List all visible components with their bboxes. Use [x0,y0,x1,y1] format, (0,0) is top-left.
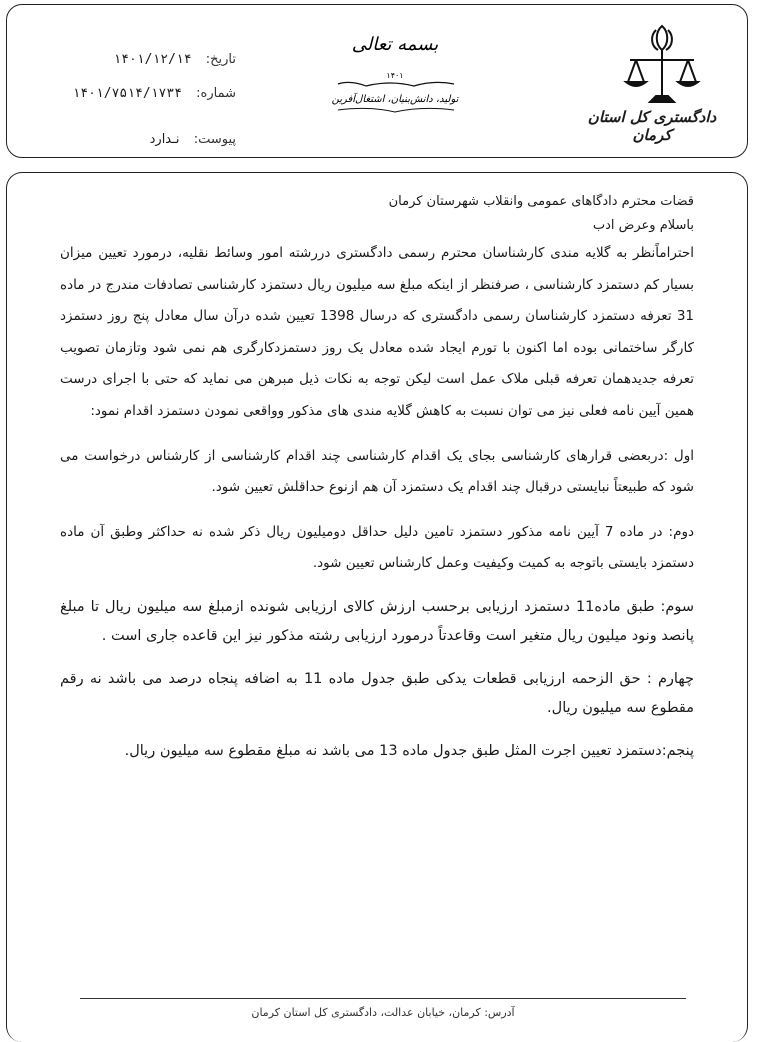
paragraph-intro: احتراماًنظر به گلایه مندی کارشناسان محترم رسمی دادگستری دررشته امور وسائط نقلیه، درمورد تعیین میزان بسیار کم دستمزد کارشناسی ، صرفنظر از اینکه مبلغ سه میلیون ریال دستمزد کارشناسی تصادفات مندرج در ماده 31 تعرفه دستمزد کارشناسان رسمی دادگستری که درسال 1398 تعیین شده درآن سال معادل پنج روز دستمزد کارگر ساختمانی بوده اما اکنون با تورم ایجاد شده معادل یک روز دستمزدکارگری هم نمی شود وتازمان تصویب تعرفه جدیدهمان تعرفه قبلی ملاک عمل است لیکن توجه به نکات ذیل مبرهن می نماید که حتی با اجرای درست همین آیین نامه فعلی نیز می توان نسبت به کاهش گلایه مندی های مذکور وواقعی نمودن دستمزد اقدام نمود: [60,245,694,419]
footer-address: آدرس: کرمان، خیابان عدالت، دادگستری کل استان کرمان [251,1006,515,1019]
paragraph-third: سوم: طبق ماده11 دستمزد ارزیابی برحسب ارزش کالای ارزیابی شونده ازمبلغ سه میلیون ریال تا مبلغ پانصد ونود میلیون ریال متغیر است وقاعدتاً درمورد ارزیابی رشته مذکور نیز این قاعده جاری است . [60,599,695,644]
attachment-label: پیوست: [193,132,236,147]
attachment-line [150,132,236,147]
letter-content [60,190,694,780]
slogan-year: ۱۴۰۱ [386,71,404,80]
number-line [72,86,236,101]
number-label: شماره: [196,86,236,101]
paragraph-fourth: چهارم : حق الزحمه ارزیابی قطعات یدکی طبق جدول ماده 11 به اضافه پنجاه درصد می باشد نه رقم مقطوع سه میلیون ریال. [60,671,695,716]
calligraphy-seal-icon [330,22,460,122]
org-name: دادگستری کل استان کرمان [587,108,717,144]
paragraph-first: اول :دربعضی قرارهای کارشناسی بجای یک اقدام کارشناسی چند اقدام کارشناسی از کارشناس درخواست می شود که طبیعتاً نبایستی درقبال چند اقدام یک دستمزد آن هم ازنوع حداقلش تعیین شود. [60,448,694,495]
paragraph-fifth: پنجم:دستمزد تعیین اجرت المثل طبق جدول ماده 13 می باشد نه مبلغ مقطوع سه میلیون ریال. [124,743,694,759]
number-value: ۱۴۰۱/۷۵۱۴/۱۷۳۴ [72,86,183,101]
paragraph-second: دوم: در ماده 7 آیین نامه مذکور دستمزد تامین دلیل حداقل دومیلیون ریال ذکر شده نه حداکثر وطبق آن ماده دستمزد بایستی باتوجه به کمیت وکیفیت وعمل کارشناس تعیین شود. [60,524,694,571]
addressee: قضات محترم دادگاهای عمومی وانقلاب شهرستان کرمان [388,194,694,209]
greeting: باسلام وعرض ادب [592,218,694,233]
date-line [113,52,236,67]
date-label: تاریخ: [205,52,236,67]
footer-divider [80,998,686,999]
date-value: ۱۴۰۱/۱۲/۱۴ [113,52,192,67]
iran-emblem-scales-icon [622,20,702,110]
slogan-text: تولید، دانش‌بنیان، اشتغال‌آفرین [331,94,459,105]
motto-top: بسمه تعالی [351,34,439,55]
attachment-value: نـدارد [149,132,180,147]
